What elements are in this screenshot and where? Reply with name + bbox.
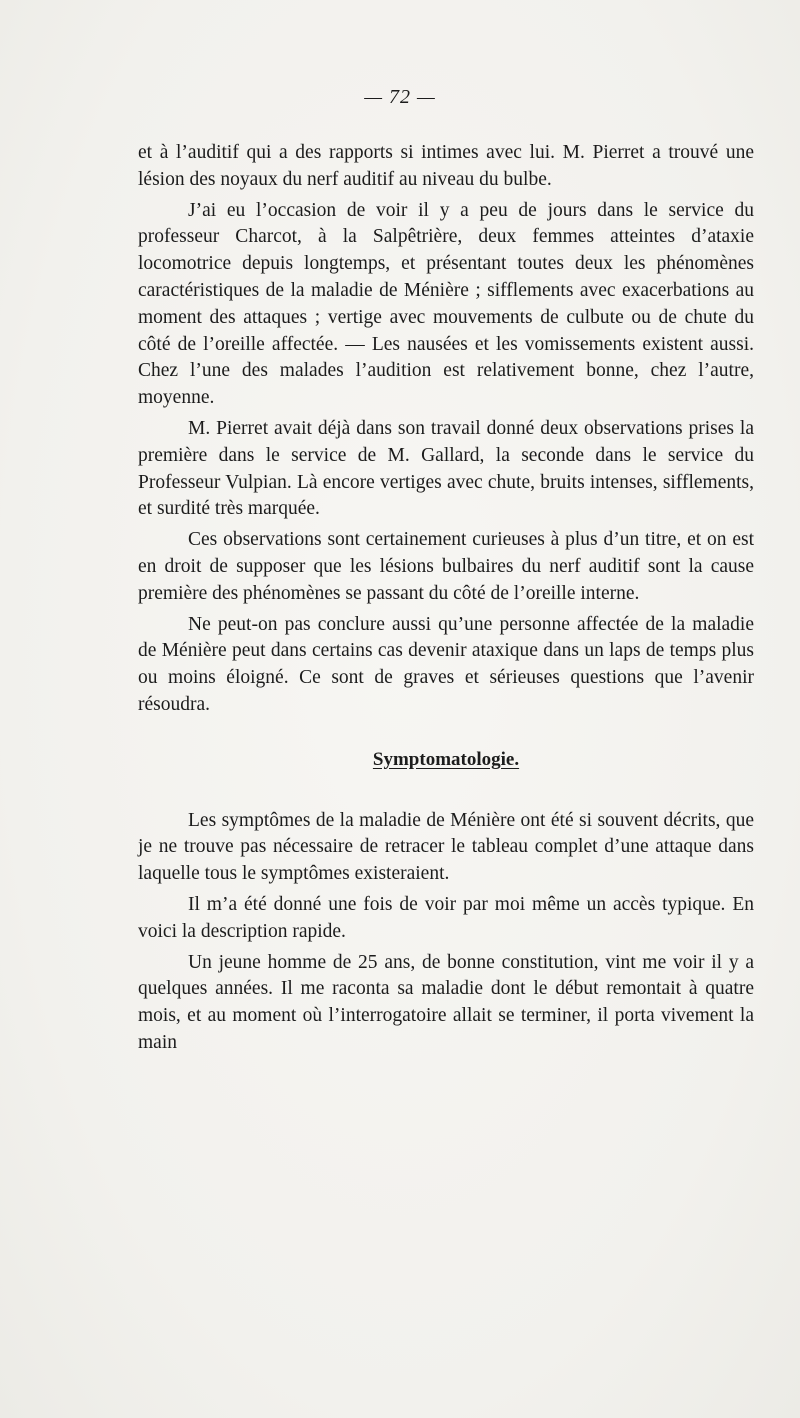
paragraph: J’ai eu l’occasion de voir il y a peu de jours dans le service du professeur Charcot, à la Salpêtrière, deux femmes atteintes d’ataxie locomotrice depuis longtemps, et présentant toutes deux les phénomènes caractéristiques de la maladie de Ménière ; sifflements avec exacerbations au moment des attaques ; vertige avec mouvements de culbute ou de chute du côté de l’oreille affectée. — Les nausées et les vomissements existent aussi. Chez l’une des malades l’audition est relativement bonne, chez l’autre, moyenne. bbox=[138, 199, 754, 409]
paragraph: Ces observations sont certainement curieuses à plus d’un titre, et on est en droit de supposer que les lésions bulbaires du nerf auditif sont la cause première des phénomènes se passant du côté de l’oreille interne. bbox=[138, 529, 754, 604]
section-title: Symptomatologie. bbox=[372, 748, 520, 770]
paragraph: Ne peut-on pas conclure aussi qu’une personne affectée de la maladie de Ménière peut dans certains cas devenir ataxique dans un laps de temps plus ou moins éloigné. Ce sont de graves et sérieuses questions que l’avenir résoudra. bbox=[138, 613, 754, 715]
paragraph: M. Pierret avait déjà dans son travail donné deux observations prises la première dans le service de M. Gallard, la seconde dans le service du Professeur Vulpian. Là encore vertiges avec chute, bruits intenses, sifflements, et surdité très marquée. bbox=[138, 417, 754, 520]
paragraph: Un jeune homme de 25 ans, de bonne constitution, vint me voir il y a quelques années. Il me raconta sa maladie dont le début remontait à quatre mois, et au moment où l’interrogatoire allait se terminer, il porta vivement la main bbox=[138, 951, 754, 1053]
paragraph: Il m’a été donné une fois de voir par moi même un accès typique. En voici la description rapide. bbox=[138, 893, 754, 942]
paragraph: et à l’auditif qui a des rapports si intimes avec lui. M. Pierret a trouvé une lésion des noyaux du nerf auditif au niveau du bulbe. bbox=[138, 142, 754, 190]
body-text bbox=[138, 140, 754, 1061]
paragraph: Les symptômes de la maladie de Ménière ont été si souvent décrits, que je ne trouve pas nécessaire de retracer le tableau complet d’une attaque dans laquelle tous le symptômes existeraient. bbox=[138, 809, 754, 885]
page-number: — 72 — bbox=[364, 86, 436, 108]
